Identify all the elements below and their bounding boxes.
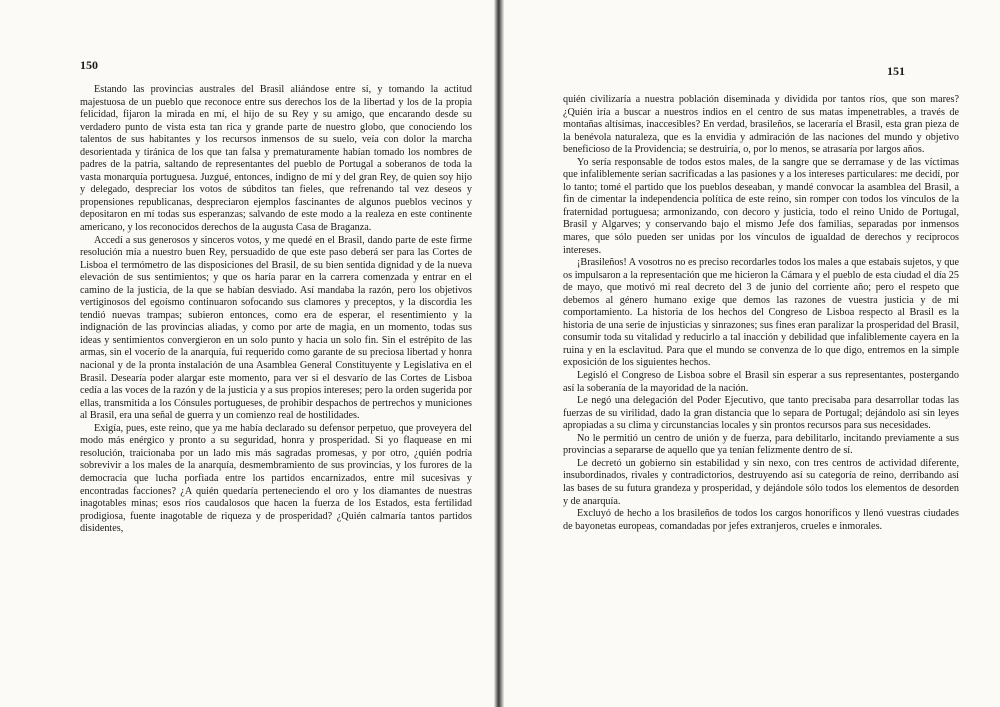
paragraph: Excluyó de hecho a los brasileños de todos los cargos honoríficos y llenó vuestras ciudades de bayonetas europeas, comandadas por jefes extranjeros, crueles e inmorales. [563,508,959,532]
page-number: 151 [887,64,905,78]
paragraph: quién civilizaría a nuestra población diseminada y dividida por tantos ríos, que son mares? ¿Quién iría a buscar a nuestros indios en el centro de sus matas impenetrables, a través de montañas altísimas, inaccesibles? En verdad, brasileños, se laceraría el Brasil, esta gran pieza de la benévola naturaleza, que es la envidia y admiración de las naciones del mundo y objetivo beneficioso de la Providencia; se destruiría, o, por lo menos, se atrasaría por largos años. [563,94,959,156]
paragraph: Le decretó un gobierno sin estabilidad y sin nexo, con tres centros de actividad diferente, insubordinados, rivales y contradictorios, destruyendo así su categoría de reino, derribando así las bases de su futura grandeza y prosperidad, y dejándole sólo todos los elementos de desorden y de anarquía. [563,457,959,507]
paragraph: Yo sería responsable de todos estos males, de la sangre que se derramase y de las víctimas que infaliblemente serían sacrificadas a las pasiones y a los intereses particulares: me decidí, por lo tanto; tomé el partido que los pueblos deseaban, y mandé convocar la asamblea del Brasil, a fin de cimentar la independencia política de este reino, sin romper con todos los vínculos de la fraternidad portuguesa; armonizando, con decoro y justicia, todo el reino Unido de Portugal, Brasil y Algarves; y conservando bajo el mismo Jefe dos familias, separadas por inmensos mares, que sólo pueden ser unidas por los vínculos de igualdad de derechos y recíprocos intereses. [563,156,959,256]
left-page [0,0,496,707]
paragraph: Accedí a sus generosos y sinceros votos, y me quedé en el Brasil, dando parte de este firme resolución mía a nuestro buen Rey, persuadido de que este paso deberá ser para las Cortes de Lisboa el termómetro de las disposiciones del Brasil, de su bien sentida dignidad y de la nueva elevación de sus sentimientos; y que os haría parar en la carrera comenzada y entrar en el camino de la justicia, de la que se habían desviado. Así mandaba la razón, pero los objetivos vertiginosos del egoísmo continuaron sofocando sus clamores y preceptos, y la discordia les tendió nuevas trampas; subieron entonces, como era de esperar, el resentimiento y la indignación de las provincias aliadas, y como por arte de magia, en un momento, todas sus ideas y sentimientos convergieron en un solo punto y hacia un solo fin. Sin el estrépito de las armas, sin el vocerío de la anarquía, fui requerido como garante de su preciosa libertad y honra nacional y de la pronta instalación de una Asamblea General Constituyente y Legislativa en el Brasil. Desearía poder alargar este momento, para ver si el desvarío de las Cortes de Lisboa cedía a las voces de la razón y de la justicia y a sus propios intereses; pero la orden sugerida por ellas, transmitida a los Cónsules portugueses, de prohibir despachos de pertrechos y municiones al Brasil, era una señal de guerra y un comienzo real de hostilidades. [80,234,472,422]
paragraph: Exigía, pues, este reino, que ya me había declarado su defensor perpetuo, que proveyera del modo más enérgico y pronto a su seguridad, honra y prosperidad. Si yo flaquease en mi resolución, traicionaba por un lado mis más sagradas promesas, y por otro, ¿quién podría sobrevivir a los males de la anarquía, desmembramiento de sus provincias, y los furores de la democracia que lucha porfiada entre los partidos encarnizados, entre mil sucesivas y encontradas facciones? ¿A quién quedaría perteneciendo el oro y los diamantes de nuestras inagotables minas; esos ríos caudalosos que hacen la fuerza de los Estados, esta fertilidad prodigiosa, fuente inagotable de riqueza y de prosperidad? ¿Quién calmaría tantos partidos disidentes, [80,422,472,535]
right-page [503,0,1000,707]
paragraph: Legisló el Congreso de Lisboa sobre el Brasil sin esperar a sus representantes, postergando así la soberanía de la mayoridad de la nación. [563,370,959,394]
paragraph: ¡Brasileños! A vosotros no es preciso recordarles todos los males a que estabais sujetos, y que os impulsaron a la representación que me hicieron la Cámara y el pueblo de esta ciudad el día 25 de mayo, que motivó mi real decreto del 3 de junio del corriente año; pero el respeto que debemos al género humano exige que demos las razones de vuestra justicia y de mi comportamiento. La historia de los hechos del Congreso de Lisboa respecto al Brasil es la historia de una serie de injusticias y sinrazones; sus fines eran paralizar la prosperidad del Brasil, consumir toda su vitalidad y reducirlo a tal inacción y debilidad que infaliblemente cayera en la ruina y en la esclavitud. Para que el mundo se convenza de lo que digo, entremos en la simple exposición de los siguientes hechos. [563,257,959,369]
right-page-text [563,94,959,533]
page-number: 150 [80,58,98,72]
paragraph: Le negó una delegación del Poder Ejecutivo, que tanto precisaba para desarrollar todas las fuerzas de su virilidad, dado la gran distancia que lo separa de Portugal; dejándolo así sin leyes apropiadas a su clima y circunstancias locales y sin prontos recursos para sus necesidades. [563,395,959,432]
paragraph: No le permitió un centro de unión y de fuerza, para debilitarlo, incitando previamente a sus provincias a separarse de aquello que ya tenían felizmente dentro de sí. [563,432,959,457]
paragraph: Estando las provincias australes del Brasil aliándose entre sí, y tomando la actitud majestuosa de un pueblo que reconoce entre sus derechos los de la libertad y los de la propia felicidad, fijaron la mirada en mí, el hijo de su Rey y su amigo, que encarando desde su verdadero punto de vista esta tan rica y grande parte de nuestro globo, que conociendo los talentos de sus habitantes y los recursos inmensos de su suelo, veía con dolor la marcha desorientada y tiránica de los que tan falsa y prematuramente habían tomado los nombres de padres de la patria, saltando de representantes del pueblo de Portugal a soberanos de toda la vasta monarquía portuguesa. Juzgué, entonces, indigno de mí y del gran Rey, de quien soy hijo y delegado, despreciar los votos de súbditos tan fieles, que refrenando tal vez deseos y propensiones republicanas, despreciaron ejemplos fascinantes de algunos pueblos vecinos y depositaron en mí todas sus esperanzas; salvando de este modo a la realeza en este continente americano, y los reconocidos derechos de la augusta Casa de Braganza. [80,84,472,234]
left-page-text [80,84,472,536]
